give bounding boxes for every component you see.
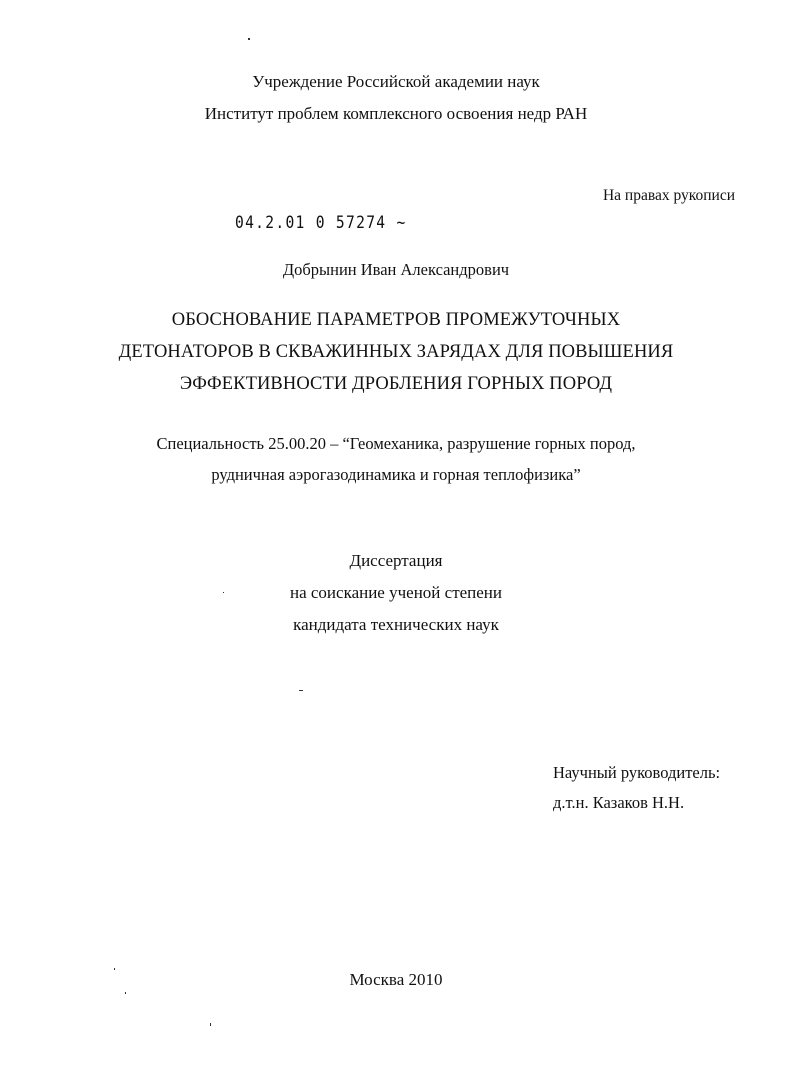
- author-name: Добрынин Иван Александрович: [282, 260, 510, 279]
- supervisor-label: Научный руководитель:: [553, 763, 721, 782]
- institution-line-1: Учреждение Российской академии наук: [252, 72, 540, 91]
- scan-speck: [114, 968, 115, 970]
- scan-speck: [223, 592, 224, 593]
- city-year: Москва 2010: [349, 970, 443, 989]
- scan-speck: [299, 690, 303, 691]
- scan-speck: [210, 1023, 211, 1026]
- specialty-line-2: рудничная аэрогазодинамика и горная теплофизика”: [211, 465, 581, 484]
- dissertation-title-line-2: ДЕТОНАТОРОВ В СКВАЖИННЫХ ЗАРЯДАХ ДЛЯ ПОВЫШЕНИЯ: [118, 342, 674, 362]
- registration-number: 04.2.01 0 57274 ~: [235, 213, 407, 233]
- manuscript-note: На правах рукописи: [602, 187, 735, 204]
- supervisor-name: д.т.н. Казаков Н.Н.: [553, 793, 685, 812]
- specialty-line-1: Специальность 25.00.20 – “Геомеханика, разрушение горных пород,: [156, 434, 636, 453]
- institution-line-2: Институт проблем комплексного освоения недр РАН: [204, 104, 588, 123]
- degree-line-1: Диссертация: [349, 551, 443, 570]
- scan-speck: [125, 992, 126, 994]
- dissertation-title-line-3: ЭФФЕКТИВНОСТИ ДРОБЛЕНИЯ ГОРНЫХ ПОРОД: [179, 374, 613, 394]
- dissertation-title-line-1: ОБОСНОВАНИЕ ПАРАМЕТРОВ ПРОМЕЖУТОЧНЫХ: [171, 310, 621, 330]
- degree-line-3: кандидата технических наук: [293, 615, 499, 634]
- scan-speck: [248, 38, 250, 40]
- degree-line-2: на соискание ученой степени: [289, 583, 503, 602]
